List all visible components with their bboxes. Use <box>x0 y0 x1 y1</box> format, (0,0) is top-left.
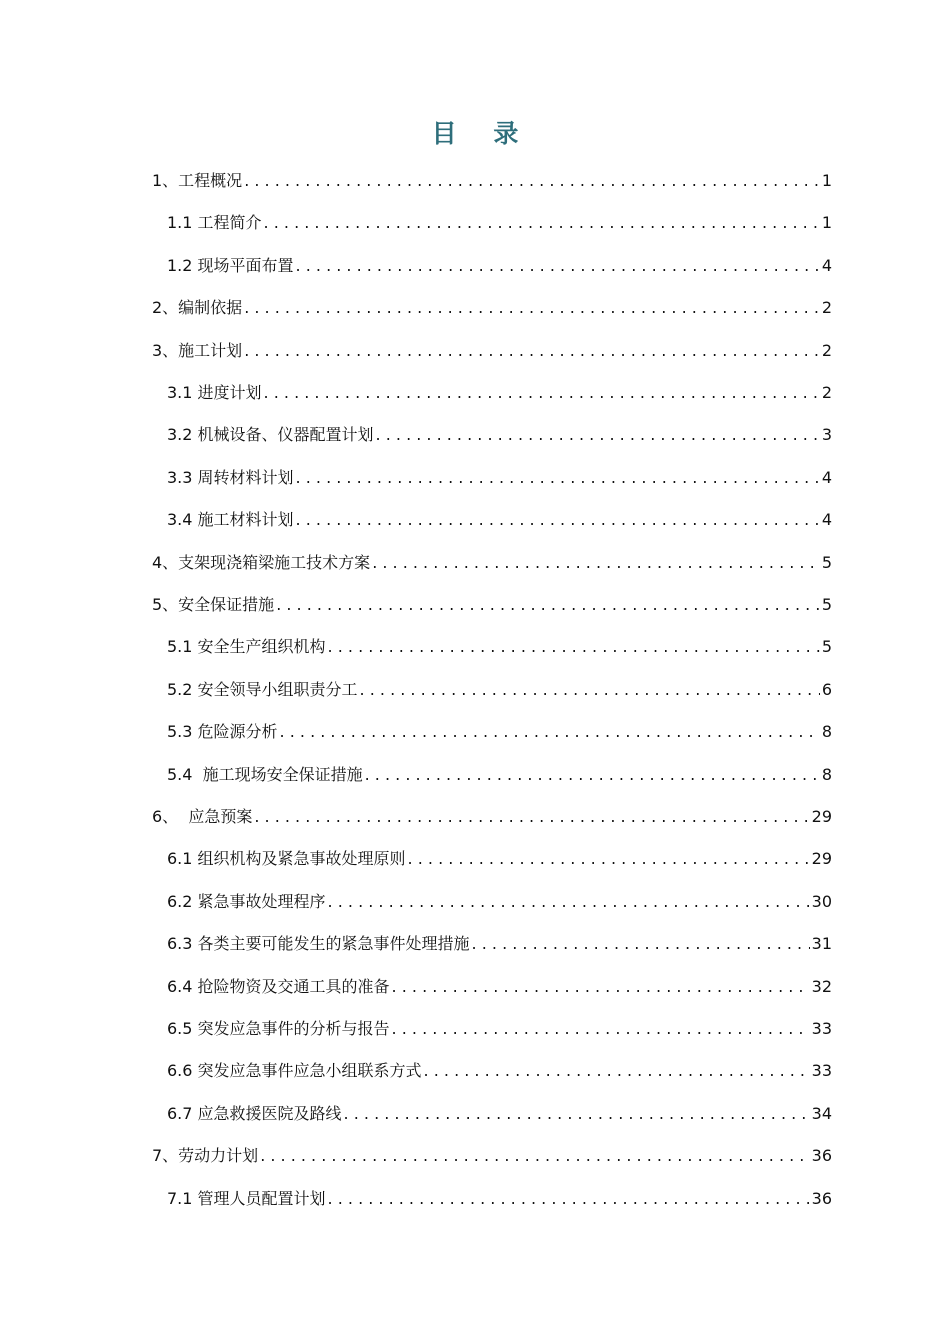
toc-dot-leader <box>276 595 820 615</box>
toc-entry-label: 3.2 机械设备、仪器配置计划 <box>167 425 374 445</box>
toc-subsection-entry[interactable] <box>167 245 832 287</box>
toc-section-entry[interactable] <box>152 160 832 202</box>
toc-entry-label: 3.4 施工材料计划 <box>167 510 294 530</box>
toc-dot-leader <box>296 510 820 530</box>
toc-entry-page-number: 5 <box>821 552 832 572</box>
toc-section-entry[interactable] <box>152 796 832 838</box>
toc-subsection-entry[interactable] <box>167 372 832 414</box>
toc-entry-page-number: 29 <box>811 849 832 869</box>
toc-dot-leader <box>264 213 820 233</box>
toc-dot-leader <box>244 298 820 318</box>
toc-subsection-entry[interactable] <box>167 1178 832 1220</box>
toc-subsection-entry[interactable] <box>167 1008 832 1050</box>
toc-entry-label: 5、安全保证措施 <box>152 595 275 614</box>
toc-dot-leader <box>244 341 820 361</box>
toc-entry-label: 6.7 应急救援医院及路线 <box>167 1103 342 1123</box>
toc-subsection-entry[interactable] <box>167 711 832 753</box>
toc-entry-page-number: 6 <box>821 679 832 699</box>
toc-dot-leader <box>376 425 820 445</box>
toc-entry-page-number: 1 <box>821 171 832 190</box>
toc-entry-page-number: 31 <box>811 934 832 954</box>
toc-subsection-entry[interactable] <box>167 754 832 796</box>
toc-entry-label: 1.2 现场平面布置 <box>167 255 294 275</box>
toc-entry-label: 6.1 组织机构及紧急事故处理原则 <box>167 849 406 869</box>
toc-dot-leader <box>328 1189 810 1209</box>
toc-dot-leader <box>260 1146 809 1166</box>
toc-entry-page-number: 36 <box>811 1188 832 1208</box>
toc-entry-label: 5.4 施工现场安全保证措施 <box>167 764 363 784</box>
toc-subsection-entry[interactable] <box>167 1093 832 1135</box>
toc-entry-page-number: 3 <box>821 425 832 445</box>
toc-entry-label: 3、施工计划 <box>152 340 243 360</box>
toc-dot-leader <box>264 383 820 403</box>
toc-dot-leader <box>254 807 809 827</box>
toc-entry-page-number: 29 <box>811 807 832 826</box>
toc-entry-page-number: 2 <box>821 340 832 360</box>
toc-dot-leader <box>280 722 820 742</box>
toc-entry-label: 5.2 安全领导小组职责分工 <box>167 679 358 699</box>
toc-dot-leader <box>392 977 810 997</box>
toc-subsection-entry[interactable] <box>167 669 832 711</box>
toc-entry-label: 7、劳动力计划 <box>152 1146 259 1166</box>
toc-entry-label: 3.3 周转材料计划 <box>167 467 294 487</box>
toc-section-entry[interactable] <box>152 287 832 329</box>
toc-entry-page-number: 4 <box>821 467 832 487</box>
toc-entry-label: 4、支架现浇箱梁施工技术方案 <box>152 552 371 572</box>
toc-entry-page-number: 5 <box>821 595 832 614</box>
toc-dot-leader <box>296 256 820 276</box>
toc-section-entry[interactable] <box>152 584 832 626</box>
toc-entry-label: 5.1 安全生产组织机构 <box>167 637 326 657</box>
toc-entry-label: 6.6 突发应急事件应急小组联系方式 <box>167 1061 422 1081</box>
toc-entry-label: 6.2 紧急事故处理程序 <box>167 891 326 911</box>
toc-entry-page-number: 4 <box>821 255 832 275</box>
toc-subsection-entry[interactable] <box>167 414 832 456</box>
toc-section-entry[interactable] <box>152 542 832 584</box>
toc-dot-leader <box>296 468 820 488</box>
toc-entry-label: 1、工程概况 <box>152 171 243 190</box>
toc-entry-label: 3.1 进度计划 <box>167 383 262 402</box>
toc-subsection-entry[interactable] <box>167 923 832 965</box>
toc-section-entry[interactable] <box>152 1135 832 1177</box>
toc-entry-page-number: 30 <box>811 891 832 911</box>
toc-subsection-entry[interactable] <box>167 457 832 499</box>
toc-dot-leader <box>328 892 810 912</box>
toc-subsection-entry[interactable] <box>167 881 832 923</box>
toc-entry-page-number: 36 <box>811 1146 832 1166</box>
toc-entry-page-number: 1 <box>821 213 832 233</box>
toc-entry-page-number: 4 <box>821 510 832 530</box>
toc-subsection-entry[interactable] <box>167 202 832 244</box>
toc-entry-label: 6.4 抢险物资及交通工具的准备 <box>167 976 390 996</box>
toc-entry-label: 6、 应急预案 <box>152 807 253 826</box>
toc-dot-leader <box>372 553 820 573</box>
toc-entry-page-number: 32 <box>811 976 832 996</box>
toc-subsection-entry[interactable] <box>167 499 832 541</box>
toc-dot-leader <box>328 637 820 657</box>
toc-entry-label: 6.3 各类主要可能发生的紧急事件处理措施 <box>167 934 470 954</box>
toc-dot-leader <box>408 849 810 869</box>
toc-entry-label: 7.1 管理人员配置计划 <box>167 1188 326 1208</box>
toc-entry-label: 2、编制依据 <box>152 298 243 318</box>
toc-subsection-entry[interactable] <box>167 1050 832 1092</box>
toc-subsection-entry[interactable] <box>167 626 832 668</box>
toc-entry-page-number: 2 <box>821 383 832 402</box>
toc-dot-leader <box>365 765 820 785</box>
toc-dot-leader <box>424 1061 810 1081</box>
toc-entry-label: 6.5 突发应急事件的分析与报告 <box>167 1019 390 1038</box>
toc-section-entry[interactable] <box>152 330 832 372</box>
toc-dot-leader <box>244 171 820 191</box>
toc-entry-page-number: 33 <box>811 1019 832 1038</box>
toc-entry-page-number: 33 <box>811 1061 832 1081</box>
toc-dot-leader <box>344 1104 810 1124</box>
toc-dot-leader <box>360 680 820 700</box>
toc-dot-leader <box>472 934 810 954</box>
toc-entry-label: 5.3 危险源分析 <box>167 722 278 742</box>
toc-entry-label: 1.1 工程简介 <box>167 213 262 233</box>
toc-entry-page-number: 5 <box>821 637 832 657</box>
toc-entry-page-number: 8 <box>821 764 832 784</box>
toc-entry-page-number: 8 <box>821 722 832 742</box>
toc-subsection-entry[interactable] <box>167 838 832 880</box>
toc-entry-page-number: 34 <box>811 1103 832 1123</box>
toc-dot-leader <box>392 1019 810 1039</box>
toc-subsection-entry[interactable] <box>167 966 832 1008</box>
toc-entry-page-number: 2 <box>821 298 832 318</box>
toc-title: 目 录 <box>431 119 533 148</box>
